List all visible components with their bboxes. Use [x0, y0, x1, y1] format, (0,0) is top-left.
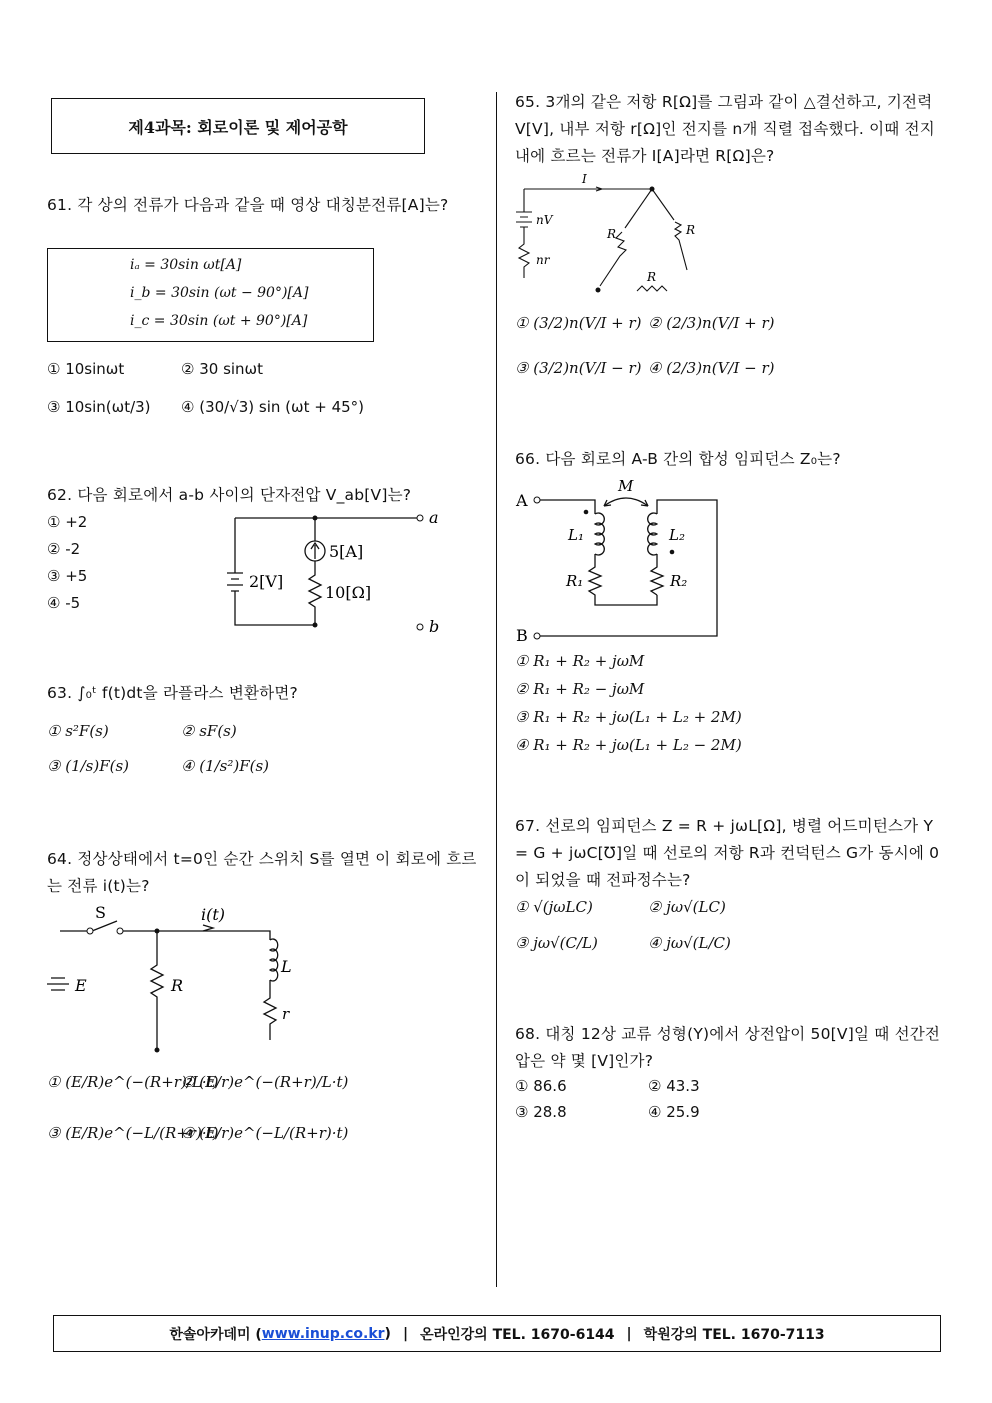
q65-option-2[interactable]: ② (2/3)n(V/I + r) — [648, 314, 775, 332]
footer-offline-tel: 학원강의 TEL. 1670-7113 — [643, 1326, 825, 1343]
q66-stem: 66. 다음 회로의 A-B 간의 합성 임피던스 Z₀는? — [515, 450, 841, 468]
q66-label-A: A — [516, 491, 528, 510]
q63-option-1[interactable]: ① s²F(s) — [47, 722, 109, 740]
q61-option-2[interactable]: ② 30 sinωt — [181, 360, 264, 378]
footer-separator-1: | — [402, 1325, 409, 1342]
q67-option-3[interactable]: ③ jω√(C/L) — [515, 934, 598, 952]
q61-stem: 61. 각 상의 전류가 다음과 같을 때 영상 대칭분전류[A]는? — [47, 196, 449, 214]
q64-circuit-diagram — [45, 900, 315, 1060]
q65-option-4[interactable]: ④ (2/3)n(V/I − r) — [648, 359, 775, 377]
q68-option-4[interactable]: ④ 25.9 — [648, 1103, 700, 1121]
q62-label-b: b — [429, 617, 440, 635]
q62-option-1[interactable]: ① +2 — [47, 513, 88, 531]
q66-option-1[interactable]: ① R₁ + R₂ + jωM — [515, 652, 645, 670]
q61-option-3[interactable]: ③ 10sin(ωt/3) — [47, 398, 151, 416]
q66-label-L1: L₁ — [568, 526, 584, 544]
q66-option-3[interactable]: ③ R₁ + R₂ + jω(L₁ + L₂ + 2M) — [515, 708, 742, 726]
q64-stem: 64. 정상상태에서 t=0인 순간 스위치 S를 열면 이 회로에 흐르는 전류 i(t)는? — [47, 850, 477, 895]
q67-option-4[interactable]: ④ jω√(L/C) — [648, 934, 731, 952]
q65-circuit-diagram — [512, 170, 712, 300]
q61-option-4[interactable]: ④ (30/√3) sin (ωt + 45°) — [181, 398, 365, 416]
q64-option-4[interactable]: ④ (E/r)e^(−L/(R+r)·t) — [181, 1124, 349, 1142]
q62-label-a: a — [429, 508, 439, 527]
q64-option-2[interactable]: ② (E/r)e^(−(R+r)/L·t) — [181, 1073, 349, 1091]
q61-eq-a: iₐ = 30sin ωt[A] — [130, 257, 242, 273]
q63-stem: 63. ∫₀ᵗ f(t)dt을 라플라스 변환하면? — [47, 684, 298, 702]
footer-close-paren: ) — [384, 1325, 391, 1342]
column-divider — [496, 92, 497, 1287]
q64-label-R: R — [171, 976, 184, 995]
q62-option-3[interactable]: ③ +5 — [47, 567, 88, 585]
q65-stem: 65. 3개의 같은 저항 R[Ω]를 그림과 같이 △결선하고, 기전력 V[V], 내부 저항 r[Ω]인 전지를 n개 직렬 접속했다. 이때 전지 내에 흐르는 전류가 I[A]라면 R[Ω]은? — [515, 93, 935, 165]
footer-separator-2: | — [626, 1325, 632, 1342]
q66-option-4[interactable]: ④ R₁ + R₂ + jω(L₁ + L₂ − 2M) — [515, 736, 742, 754]
q64-option-3[interactable]: ③ (E/R)e^(−L/(R+r)·t) — [47, 1124, 219, 1142]
q64-label-current: i(t) — [201, 905, 226, 924]
q67-option-2[interactable]: ② jω√(LC) — [648, 898, 726, 916]
footer-website-link[interactable]: www.inup.co.kr — [261, 1325, 385, 1342]
q66-option-2[interactable]: ② R₁ + R₂ − jωM — [515, 680, 645, 698]
q63-option-4[interactable]: ④ (1/s²)F(s) — [181, 757, 270, 775]
q68-option-2[interactable]: ② 43.3 — [648, 1077, 700, 1095]
q66-label-R1: R₁ — [566, 572, 584, 590]
q65-option-1[interactable]: ① (3/2)n(V/I + r) — [515, 314, 642, 332]
q65-option-3[interactable]: ③ (3/2)n(V/I − r) — [515, 359, 642, 377]
q62-label-current: 5[A] — [329, 542, 364, 561]
q68-option-3[interactable]: ③ 28.8 — [515, 1103, 567, 1121]
q65-label-R3: R — [647, 270, 657, 284]
q65-label-current: I — [582, 172, 587, 186]
q63-option-3[interactable]: ③ (1/s)F(s) — [47, 757, 130, 775]
q61-eq-b: i_b = 30sin (ωt − 90°)[A] — [130, 285, 309, 301]
q62-label-voltage: 2[V] — [249, 572, 284, 591]
q68-option-1[interactable]: ① 86.6 — [515, 1077, 567, 1095]
q68-stem: 68. 대칭 12상 교류 성형(Y)에서 상전압이 50[V]일 때 선간전압은 약 몇 [V]인가? — [515, 1025, 941, 1070]
q61-option-1[interactable]: ① 10sinωt — [47, 360, 125, 378]
q66-label-M: M — [618, 477, 634, 495]
q65-label-R1: R — [607, 227, 617, 241]
q64-option-1[interactable]: ① (E/R)e^(−(R+r)/L·t) — [47, 1073, 219, 1091]
q62-option-2[interactable]: ② -2 — [47, 540, 81, 558]
q63-option-2[interactable]: ② sF(s) — [181, 722, 237, 740]
q64-label-L: L — [281, 957, 292, 976]
footer-online-tel: 온라인강의 TEL. 1670-6144 — [420, 1326, 615, 1343]
q62-circuit-diagram — [215, 505, 455, 635]
q66-circuit-diagram — [512, 472, 732, 642]
footer-academy: 한솔아카데미 ( — [169, 1326, 262, 1343]
q62-option-4[interactable]: ④ -5 — [47, 594, 81, 612]
q64-label-switch: S — [95, 903, 106, 922]
q66-label-L2: L₂ — [669, 526, 685, 544]
q67-stem: 67. 선로의 임피던스 Z = R + jωL[Ω], 병렬 어드미턴스가 Y = G + jωC[℧]일 때 선로의 저항 R과 컨덕턴스 G가 동시에 0이 되었을 때 전파정수는? — [515, 817, 940, 889]
q65-label-nV: nV — [536, 213, 553, 227]
q67-option-1[interactable]: ① √(jωLC) — [515, 898, 593, 916]
q64-label-source: E — [75, 976, 87, 995]
q64-label-r: r — [282, 1005, 290, 1023]
q66-label-R2: R₂ — [670, 572, 688, 590]
footer-bar — [53, 1315, 941, 1352]
q62-stem: 62. 다음 회로에서 a-b 사이의 단자전압 V_ab[V]는? — [47, 486, 412, 504]
q62-label-resistor: 10[Ω] — [325, 583, 372, 602]
section-title: 제4과목: 회로이론 및 제어공학 — [51, 98, 425, 154]
q61-eq-c: i_c = 30sin (ωt + 90°)[A] — [130, 313, 308, 329]
q65-label-R2: R — [686, 223, 696, 237]
q66-label-B: B — [516, 626, 528, 642]
q61-equation-box — [47, 248, 374, 342]
q65-label-nr: nr — [536, 253, 550, 267]
